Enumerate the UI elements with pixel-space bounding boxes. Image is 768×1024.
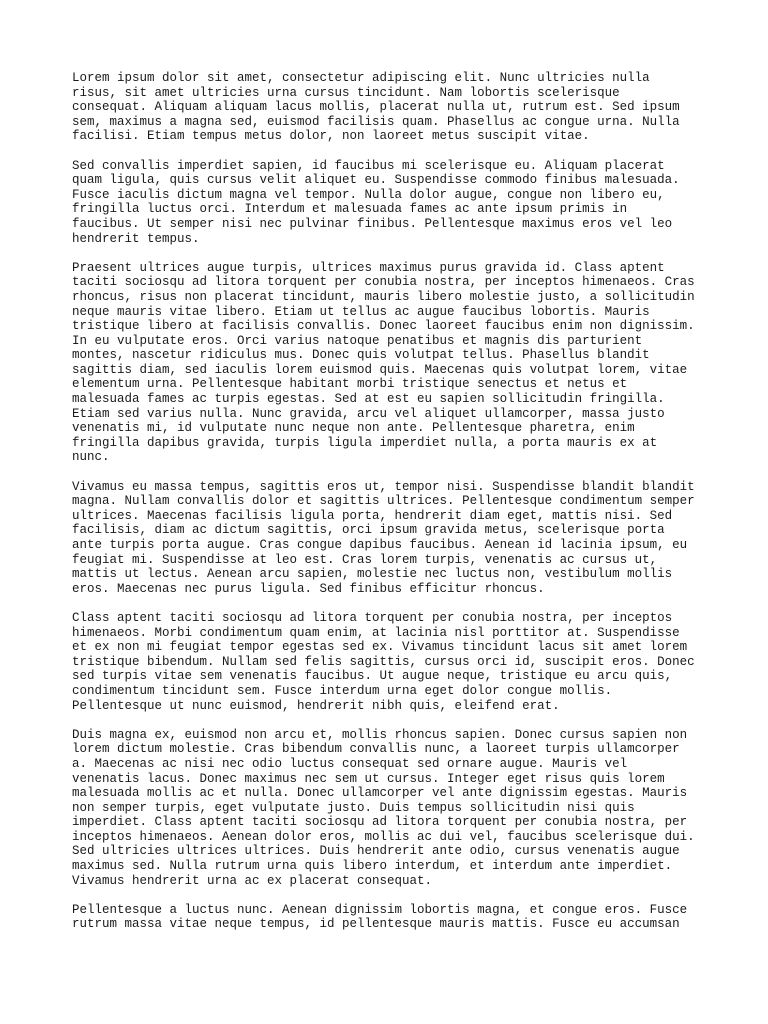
text-line: rutrum massa vitae neque tempus, id pellentesque mauris mattis. Fusce eu accumsan	[72, 917, 680, 932]
text-line: Sed ultricies ultrices ultrices. Duis hendrerit ante odio, cursus venenatis augue	[72, 844, 680, 859]
paragraph-7	[72, 903, 708, 932]
text-line: eros. Maecenas nec purus ligula. Sed finibus efficitur rhoncus.	[72, 581, 545, 596]
text-line: nunc.	[72, 450, 110, 465]
text-line: elementum urna. Pellentesque habitant morbi tristique senectus et netus et	[72, 377, 628, 392]
text-line: et ex non mi feugiat tempor egestas sed ex. Vivamus tincidunt lacus sit amet lorem	[72, 640, 688, 655]
text-line: ultrices. Maecenas facilisis ligula porta, hendrerit diam eget, mattis nisi. Sed	[72, 508, 673, 523]
text-line: venenatis lacus. Donec maximus nec sem ut cursus. Integer eget risus quis lorem	[72, 771, 665, 786]
text-line: sagittis diam, sed iaculis lorem euismod quis. Maecenas quis volutpat lorem, vitae	[72, 362, 688, 377]
text-line: quam ligula, quis cursus velit aliquet eu. Suspendisse commodo finibus malesuada.	[72, 173, 680, 188]
text-line: malesuada fames ac turpis egestas. Sed at est eu sapien sollicitudin fringilla.	[72, 392, 665, 407]
text-line: Etiam sed varius nulla. Nunc gravida, arcu vel aliquet ullamcorper, massa justo	[72, 406, 665, 421]
text-line: rhoncus, risus non placerat tincidunt, mauris libero molestie justo, a sollicitudin	[72, 289, 695, 304]
text-line: ante turpis porta augue. Cras congue dapibus faucibus. Aenean id lacinia ipsum, eu	[72, 538, 688, 552]
text-line: mattis ut lectus. Aenean arcu sapien, molestie nec luctus non, vestibulum mollis	[72, 567, 673, 582]
text-line: imperdiet. Class aptent taciti sociosqu ad litora torquent per conubia nostra, per	[72, 815, 688, 830]
text-line: lorem dictum molestie. Cras bibendum convallis nunc, a laoreet turpis ullamcorper	[72, 742, 680, 757]
text-line: neque mauris vitae libero. Etiam ut tellus ac augue faucibus lobortis. Mauris	[72, 304, 650, 319]
text-line: fringilla dapibus gravida, turpis ligula imperdiet nulla, a porta mauris ex at	[72, 435, 658, 450]
text-line: Pellentesque ut nunc euismod, hendrerit nibh quis, eleifend erat.	[72, 698, 560, 713]
text-line: a. Maecenas ac nisi nec odio luctus consequat sed ornare augue. Mauris vel	[72, 756, 628, 771]
text-line: facilisis, diam ac dictum sagittis, orci ipsum gravida metus, scelerisque porta	[72, 523, 665, 538]
text-line: facilisi. Etiam tempus metus dolor, non laoreet metus suscipit vitae.	[72, 129, 590, 144]
text-line: consequat. Aliquam aliquam lacus mollis, placerat nulla ut, rutrum est. Sed ipsum	[72, 100, 680, 115]
text-line: maximus sed. Nulla rutrum urna quis libero interdum, et interdum ante imperdiet.	[72, 859, 673, 874]
text-line: sem, maximus a magna sed, euismod facilisis quam. Phasellus ac congue urna. Nulla	[72, 114, 680, 129]
text-line: non semper turpis, eget vulputate justo. Duis tempus sollicitudin nisi quis	[72, 800, 635, 815]
text-line: Sed convallis imperdiet sapien, id faucibus mi scelerisque eu. Aliquam placerat	[72, 158, 665, 173]
text-line: himenaeos. Morbi condimentum quam enim, at lacinia nisl porttitor at. Suspendisse	[72, 625, 680, 640]
paragraph-6	[72, 728, 708, 889]
text-line: Fusce iaculis dictum magna vel tempor. Nulla dolor augue, congue non libero eu,	[72, 187, 665, 202]
paragraph-4	[72, 480, 708, 597]
text-line: sed turpis vitae sem venenatis faucibus. Ut augue neque, tristique eu arcu quis,	[72, 669, 673, 684]
text-line: Praesent ultrices augue turpis, ultrices maximus purus gravida id. Class aptent	[72, 260, 665, 275]
text-line: hendrerit tempus.	[72, 231, 200, 246]
text-line: magna. Nullam convallis dolor et sagittis ultrices. Pellentesque condimentum semper	[72, 494, 695, 509]
text-line: montes, nascetur ridiculus mus. Donec quis volutpat tellus. Phasellus blandit	[72, 348, 650, 363]
text-line: tristique libero at facilisis convallis. Donec laoreet faucibus enim non dignissim.	[72, 319, 695, 334]
text-line: Vivamus hendrerit urna ac ex placerat consequat.	[72, 873, 433, 888]
text-line: tristique bibendum. Nullam sed felis sagittis, cursus orci id, suscipit eros. Donec	[72, 654, 695, 669]
text-line: risus, sit amet ultricies urna cursus tincidunt. Nam lobortis scelerisque	[72, 85, 620, 100]
text-line: Class aptent taciti sociosqu ad litora torquent per conubia nostra, per inceptos	[72, 610, 673, 625]
text-line: faucibus. Ut semper nisi nec pulvinar finibus. Pellentesque maximus eros vel leo	[72, 216, 673, 231]
paragraph-1	[72, 71, 708, 144]
text-line: malesuada mollis ac et nulla. Donec ullamcorper vel ante dignissim egestas. Mauris	[72, 786, 688, 801]
text-line: Pellentesque a luctus nunc. Aenean dignissim lobortis magna, et congue eros. Fusce	[72, 902, 688, 917]
text-line: In eu vulputate eros. Orci varius natoque penatibus et magnis dis parturient	[72, 333, 643, 348]
text-line: fringilla luctus orci. Interdum et malesuada fames ac ante ipsum primis in	[72, 202, 628, 217]
paragraph-2	[72, 159, 708, 247]
text-line: inceptos himenaeos. Aenean dolor eros, mollis ac dui vel, faucibus scelerisque dui.	[72, 829, 695, 844]
text-line: Vivamus eu massa tempus, sagittis eros ut, tempor nisi. Suspendisse blandit blandit	[72, 479, 695, 494]
text-line: feugiat mi. Suspendisse at leo est. Cras lorem turpis, venenatis ac cursus ut,	[72, 552, 658, 567]
text-line: condimentum tincidunt sem. Fusce interdum urna eget dolor congue mollis.	[72, 683, 613, 698]
text-line: taciti sociosqu ad litora torquent per conubia nostra, per inceptos himenaeos. Cras	[72, 275, 695, 290]
text-line: Duis magna ex, euismod non arcu et, mollis rhoncus sapien. Donec cursus sapien non	[72, 727, 688, 742]
paragraph-3	[72, 261, 708, 465]
text-line: venenatis mi, id vulputate nunc neque non ante. Pellentesque pharetra, enim	[72, 421, 635, 436]
text-line: Lorem ipsum dolor sit amet, consectetur adipiscing elit. Nunc ultricies nulla	[72, 71, 650, 85]
paragraph-5	[72, 611, 708, 713]
